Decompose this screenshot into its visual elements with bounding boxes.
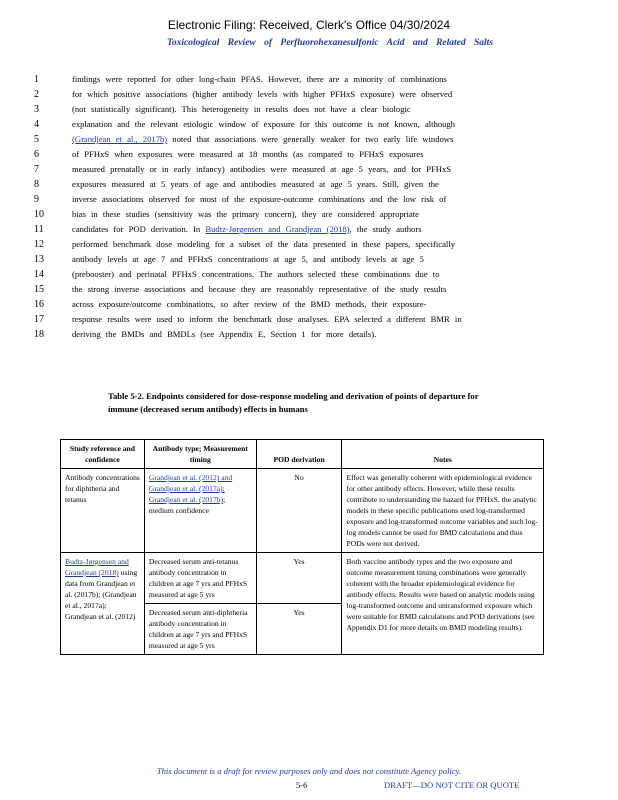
column-header: Notes	[342, 440, 544, 469]
document-title: Toxicological Review of Perfluorohexanesulfonic Acid and Related Salts	[166, 38, 494, 48]
text-line: 10 bias in these studies (sensitivity was the primary concern), they are considered appropriate	[34, 209, 419, 220]
citation-link[interactable]: Budtz-Jørgensen and Grandjean (2018)	[205, 224, 350, 234]
column-header: Study reference and confidence	[61, 440, 145, 469]
text-line: 13 antibody levels at age 7 and PFHxS concentrations at age 5, and antibody levels at age 5	[34, 254, 424, 265]
filing-stamp: Electronic Filing: Received, Clerk's Office 04/30/2024	[167, 18, 451, 32]
antibody-cell: Grandjean et al. (2012) and Grandjean et al. (2017a); Grandjean et al. (2017b); medium confidence	[144, 469, 256, 553]
antibody-cell: Decreased serum anti-tetanus antibody concentration in children at age 7 yrs and PFHxS measured at age 5 yrs	[144, 553, 256, 604]
text-line: 17 response results were used to inform the benchmark dose analyses. EPA selected a different BMR in	[34, 314, 462, 325]
notes-cell: Both vaccine antibody types and the two exposure and outcome measurement timing combinations were generally coherent with the broader epidemiological evidence for antibody effects. Results were based on analytic models using log-transformed outcome and untransformed exposure which were suitable for BMD calculations and POD derivations (see Appendix D1 for more details on BMD modeling results).	[342, 553, 544, 655]
antibody-cell: Decreased serum anti-diphtheria antibody concentration in children at age 7 yrs and PFHxS measured at age 5 yrs	[144, 604, 256, 655]
citation-link[interactable]: Grandjean et al. (2012) and Grandjean et al. (2017a); Grandjean et al. (2017b)	[148, 473, 233, 504]
study-cell: Antibody concentrations for diphtheria and tetanus	[61, 469, 145, 553]
pod-cell: Yes	[256, 604, 342, 655]
text-line: 6 of PFHxS when exposures were measured at 18 months (as compared to PFHxS exposures	[34, 149, 424, 160]
text-line: 4 explanation and the relevant etiologic window of exposure for this outcome is not known, although	[34, 119, 456, 130]
text-line: 11 candidates for POD derivation. In Budtz-Jørgensen and Grandjean (2018), the study authors	[34, 224, 422, 235]
table-row	[61, 553, 544, 604]
column-header: POD derivation	[256, 440, 342, 469]
text-line: 15 the strong inverse associations and because they are reasonably representative of the study results	[34, 284, 447, 295]
notes-cell: Effect was generally coherent with epidemiological evidence for other antibody effects. However, while these results contribute to understanding the hazard for PFHxS, the analytic models in these specific publications used log-transformed exposure and log-transformed outcome variables and such log-log models cannot be used for BMD calculations and thus PODs were not derived.	[342, 469, 544, 553]
text-line: 1 findings were reported for other long-chain PFAS. However, there are a minority of combinations	[34, 74, 447, 85]
citation-link[interactable]: Budtz-Jørgensen and Grandjean (2018)	[65, 557, 129, 577]
page-number: 5-6	[296, 780, 308, 790]
column-header: Antibody type; Measurement timing	[144, 440, 256, 469]
text-line: 5 (Grandjean et al., 2017b) noted that associations were generally weaker for two early life windows	[34, 134, 454, 145]
study-cell: Budtz-Jørgensen and Grandjean (2018) using data from Grandjean et al. (2017b); (Grandjean et al., 2017a); Grandjean et al. (2012)	[61, 553, 145, 655]
text-line: 2 for which positive associations (higher antibody levels with higher PFHxS exposure) were observed	[34, 89, 453, 100]
table-caption: Table 5-2. Endpoints considered for dose-response modeling and derivation of points of departure for immune (decreased serum antibody) effects in humans	[108, 391, 479, 414]
body-text	[34, 72, 554, 342]
draft-notice: DRAFT—DO NOT CITE OR QUOTE	[384, 780, 520, 790]
table-header-row	[61, 440, 544, 469]
text-line: 12 performed benchmark dose modeling for a subset of the data presented in these papers, specifically	[34, 239, 456, 250]
pod-cell: Yes	[256, 553, 342, 604]
text-line: 16 across exposure/outcome combinations, so after review of the BMD methods, their exposure-	[34, 299, 427, 310]
pod-cell: No	[256, 469, 342, 553]
text-line: 3 (not statistically significant). This heterogeneity in results does not have a clear biologic	[34, 104, 411, 115]
text-line: 9 inverse associations observed for most of the exposure-outcome combinations and the low risk of	[34, 194, 447, 205]
draft-disclaimer: This document is a draft for review purposes only and does not constitute Agency policy.	[156, 766, 462, 776]
citation-link[interactable]: (Grandjean et al., 2017b)	[72, 134, 168, 144]
table-row	[61, 469, 544, 553]
text-line: 8 exposures measured at 5 years of age and antibodies measured at age 5 years. Still, given the	[34, 179, 439, 190]
text-line: 7 measured prenatally or in early infancy) antibodies were measured at age 5 years, and for PFHxS	[34, 164, 452, 175]
text-line: 18 deriving the BMDs and BMDLs (see Appendix E, Section 1 for more details).	[34, 329, 377, 340]
endpoints-table	[60, 439, 544, 655]
text-line: 14 (prebooster) and perinatal PFHxS concentrations. The authors selected these combinations due to	[34, 269, 440, 280]
